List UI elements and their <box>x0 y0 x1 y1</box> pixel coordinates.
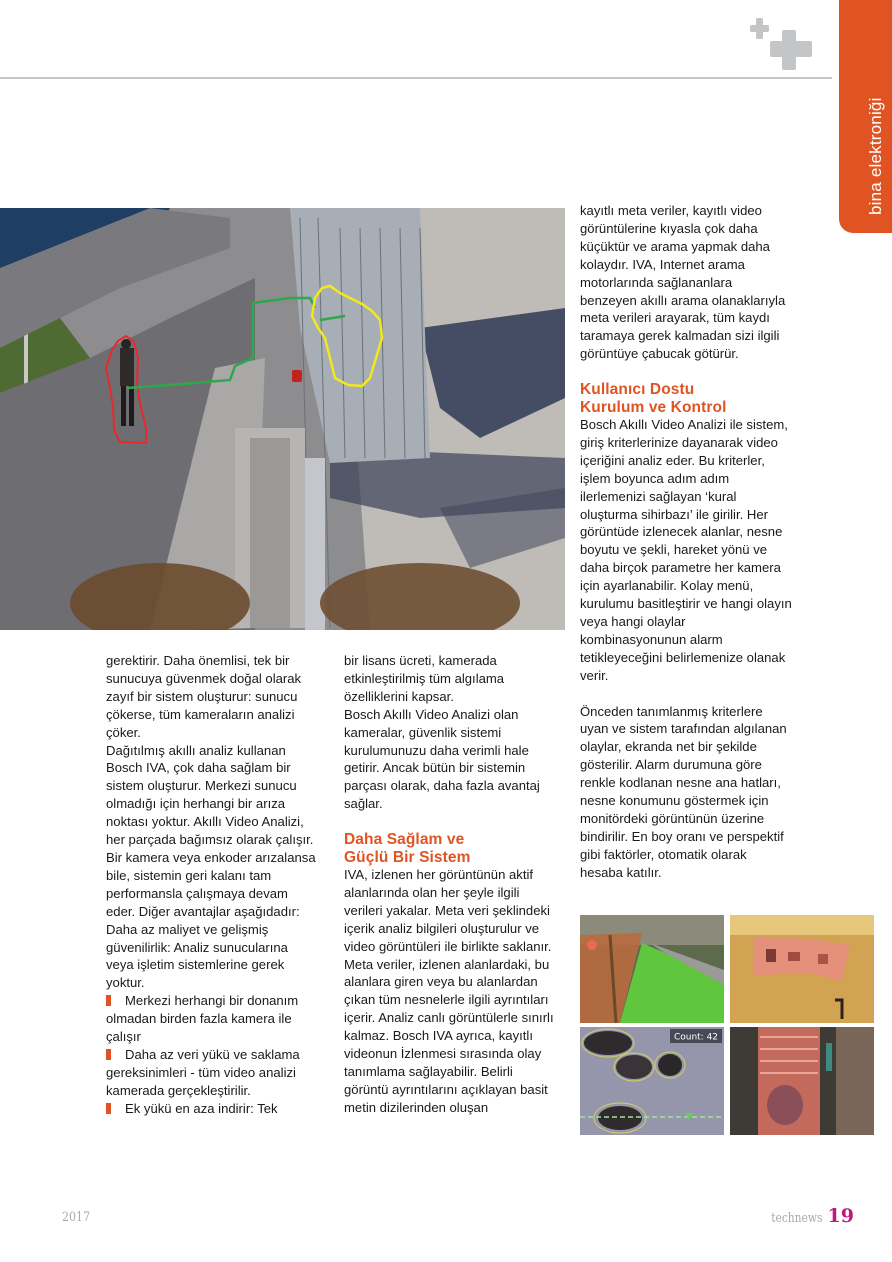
bullet-item: Merkezi herhangi bir donanım olmadan birden fazla kamera ile çalışır <box>106 993 299 1045</box>
paragraph: Dağıtılmış akıllı analiz kullanan Bosch IVA, çok daha sağlam bir sistem oluşturur. Merkezi sunucu olmadığı için herhangi bir arıza noktası yoktur. Akıllı Video Analizi, her parçada bağımsız olarak çalışır. Bir kamera veya enkoder arızalansa bile, sistemin geri kalanı tam performansla çalışmaya devam eder. Diğer avantajlar aşağıdadır: <box>106 742 316 919</box>
paragraph: Önceden tanımlanmış kriterlere uyan ve sistem tarafından algılanan olaylar, ekranda net bir şekilde gösterilir. Alarm durumuna göre renkle kodlanan nesne ana hatları, nesne konumunu göstermek için monitördeki görüntünün üzerine bindirilir. En boy oranı ve perspektif gibi faktörler, otomatik olarak hesaba katılır. <box>580 703 787 880</box>
section-heading: Daha Sağlam ve Güçlü Bir Sistem <box>344 831 471 866</box>
footer-year: 2017 <box>62 1210 91 1225</box>
text-column-3 <box>580 202 792 882</box>
tile-gallery-zone <box>730 915 874 1023</box>
section-tab <box>839 0 892 233</box>
count-overlay-label: Count: 42 <box>673 1032 719 1043</box>
tile-people-counting <box>580 1027 724 1135</box>
paragraph: IVA, izlenen her görüntünün aktif alanlarında olan her şeyle ilgili verileri yakalar. Meta veri şeklindeki içerik analiz bilgileri oluşturulur ve video görüntüleri ile birlikte saklanır. Meta veriler, izlenen alanlardaki, bu alanlara giren veya bu alanlardan çıkan tüm nesnelerle ilgili ayrıntıları içerir. Analiz canlı görüntülerle sınırlı kalmaz. Bosch IVA ayrıca, kayıtlı videonun İzlenmesi sırasında olay tanımlama sağlayabilir. Belirli görüntü ayrıntılarını açıklayan basit metin dizilerinden oluşan <box>344 867 554 1115</box>
footer-brand <box>760 1205 854 1227</box>
paragraph: Daha az maliyet ve gelişmiş güvenilirlik: Analiz sunucularına veya işletim sistemlerine gerek yoktur. <box>106 921 288 991</box>
paragraph: kayıtlı meta veriler, kayıtlı video görüntülerine kıyasla çok daha küçüktür ve arama yapmak daha kolaydır. IVA, Internet arama motorlarında sağlananlara benzeyen akıllı arama olanaklarıyla meta verileri arayarak, tüm kaydı taramaya gerek kalmadan sizi ilgili görüntüye çabucak götürür. <box>580 203 786 362</box>
bullet-marker-icon <box>106 1049 111 1060</box>
plus-icon <box>750 18 814 70</box>
bullet-marker-icon <box>106 1103 111 1114</box>
header-rule <box>0 77 832 79</box>
paragraph: Bosch Akıllı Video Analizi ile sistem, giriş kriterlerinize dayanarak video içeriğini analiz eder. Bu kriterler, işlem boyunca adım adım ilerlemenizi sağlayan ‘kural oluşturma sihirbazı’ ile girilir. Her görüntüde izlenecek alanlar, nesne boyutu ve şekli, hareket yönü ve daha birçok parametre her kamera için ayarlanabilir. Kolay menü, kurulumu basitleştirir ve hangi olayın veya hangi olaylar kombinasyonunun alarm tetikleyeceğini belirlemenize olanak verir. <box>580 417 792 683</box>
text-column-2 <box>344 652 556 1117</box>
paragraph: gerektirir. Daha önemlisi, tek bir sunucuya güvenmek doğal olarak zayıf bir sistem oluşturur: sunucu çökerse, tüm kameraların analizi çöker. <box>106 653 302 740</box>
paragraph: bir lisans ücreti, kamerada etkinleştirilmiş tüm algılama özelliklerini kapsar. <box>344 653 505 704</box>
page-number: 19 <box>827 1205 854 1227</box>
tile-stairway-zone <box>730 1027 874 1135</box>
section-tab-label: bina elektroniği <box>865 97 885 215</box>
bullet-marker-icon <box>106 995 111 1006</box>
image-grid <box>580 915 874 1135</box>
magazine-name: technews <box>771 1211 823 1226</box>
bullet-item: Daha az veri yükü ve saklama gereksinimleri - tüm video analizi kamerada gerçekleştirilir. <box>106 1046 300 1098</box>
hero-surveillance-image <box>0 208 565 630</box>
text-column-1 <box>106 652 316 1118</box>
bullet-item: Ek yükü en aza indirir: Tek <box>106 1100 316 1118</box>
paragraph: Bosch Akıllı Video Analizi olan kameralar, güvenlik sistemi kurulumunuzu daha verimli hale getirir. Ancak bütün bir sistemin parçası olarak, daha fazla avantaj sağlar. <box>344 706 540 812</box>
tile-fence-perimeter <box>580 915 724 1023</box>
section-heading: Kullanıcı Dostu Kurulum ve Kontrol <box>580 381 727 416</box>
